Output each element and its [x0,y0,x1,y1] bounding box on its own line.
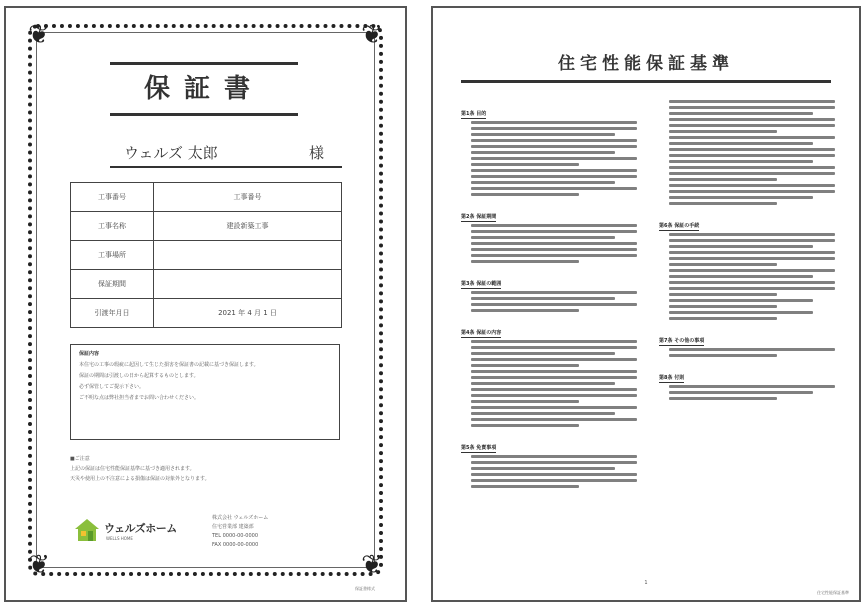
text-line [471,254,637,257]
text-line [471,260,579,263]
standards-section [659,327,839,357]
standards-title-box [461,48,831,83]
standards-section [461,319,641,427]
info-row [71,270,342,299]
honorific: 様 [308,144,324,162]
section-heading: 第2条 保証期間 [461,214,497,220]
section-heading: 第4条 保証の内容 [461,330,502,336]
text-line [471,163,579,166]
text-line [471,346,637,349]
company-line: 株式会社 ウェルズホーム [212,515,269,521]
text-line [669,239,835,242]
text-line [669,130,777,133]
text-line [471,291,637,294]
company-info [212,514,348,550]
info-row [71,299,342,328]
info-row [71,241,342,270]
text-line [669,317,777,320]
text-line [669,305,777,308]
info-value: 建設新築工事 [154,212,342,241]
text-line [669,160,813,163]
section-heading: 第1条 目的 [461,111,487,117]
text-line [669,136,835,139]
info-label: 工事場所 [71,241,154,270]
text-line [471,230,637,233]
text-line [669,112,813,115]
text-line [471,242,637,245]
text-line [669,166,835,169]
text-line [669,391,813,394]
text-line [669,202,777,205]
text-line [471,352,615,355]
text-line [669,257,835,260]
text-line [471,382,615,385]
text-line [471,303,637,306]
text-line [471,479,637,482]
text-line [669,281,835,284]
text-line [471,157,637,160]
text-line [669,196,813,199]
text-line [471,297,615,300]
certificate-title: 保証書 [143,74,264,104]
notice-line: 保証の期間は引渡しの日から起算するものとします。 [79,373,199,379]
standards-section [659,212,839,320]
info-row [71,212,342,241]
text-line [471,236,615,239]
recipient-name: ウェルズ 太郎 [124,144,218,162]
standards-column-left [461,100,641,495]
notice-heading: 保証内容 [79,351,100,357]
standards-section [461,270,641,312]
text-line [669,348,835,351]
notice-line: ご不明な点は弊社担当者までお問い合わせください。 [79,395,200,401]
text-line [669,299,813,302]
company-line: FAX 0000-00-0000 [212,542,259,548]
standards-title: 住宅性能保証基準 [558,54,734,74]
recipient-line [110,140,342,168]
note-line: 上記の保証は住宅性能保証基準に基づき適用されます。 [70,466,195,472]
company-logo [74,516,194,544]
text-line [471,424,579,427]
text-line [669,184,835,187]
text-line [669,245,813,248]
info-label: 保証期間 [71,270,154,299]
form-code: 保証書様式 [355,586,375,591]
text-line [669,172,835,175]
certificate-title-box [110,62,298,116]
corner-ornament-icon: ❦ [28,20,50,50]
text-line [669,269,835,272]
text-line [669,263,777,266]
text-line [669,124,835,127]
text-line [669,154,835,157]
text-line [471,364,579,367]
text-line [669,275,813,278]
text-line [669,251,835,254]
text-line [471,127,637,130]
section-heading: 第8条 付則 [659,375,685,381]
text-line [669,385,835,388]
logo-text: ウェルズホーム [104,522,177,535]
text-line [471,133,615,136]
standards-section [461,100,641,196]
text-line [669,142,813,145]
house-logo-icon [74,518,100,542]
text-line [669,106,835,109]
text-line [471,139,637,142]
text-line [669,190,835,193]
text-line [471,145,637,148]
text-line [471,467,615,470]
standards-section [461,203,641,263]
text-line [471,358,637,361]
text-line [471,412,615,415]
text-line [669,311,813,314]
text-line [669,233,835,236]
text-line [669,293,777,296]
corner-ornament-icon: ❦ [361,20,383,50]
notes-section [70,454,350,484]
text-line [471,400,579,403]
info-label: 引渡年月日 [71,299,154,328]
warranty-notice-box [70,344,340,440]
text-line [471,485,579,488]
corner-ornament-icon: ❦ [28,550,50,580]
text-line [471,455,637,458]
notes-heading: ■ご注意 [70,456,90,462]
text-line [471,181,615,184]
text-line [471,224,637,227]
warranty-standards-page [431,6,861,602]
text-line [669,148,835,151]
info-label: 工事名称 [71,212,154,241]
standards-section [659,100,839,205]
info-value: 2021 年 4 月 1 日 [154,299,342,328]
text-line [471,309,579,312]
text-line [669,100,835,103]
warranty-certificate-page [4,6,407,602]
text-line [471,121,637,124]
text-line [471,418,637,421]
standards-section [659,364,839,400]
text-line [471,388,637,391]
note-line: 天災や使用上の不注意による損傷は保証の対象外となります。 [70,476,210,482]
info-value [154,270,342,299]
info-label: 工事番号 [71,183,154,212]
text-line [471,151,615,154]
text-line [471,376,637,379]
section-heading: 第5条 免責事項 [461,445,497,451]
notice-line: 必ず保管してご提示下さい。 [79,384,145,390]
text-line [471,193,579,196]
text-line [669,397,777,400]
form-code: 住宅性能保証基準 [817,590,849,595]
section-heading: 第3条 保証の範囲 [461,281,502,287]
text-line [471,187,637,190]
text-line [669,287,835,290]
page-number: 1 [644,580,648,586]
text-line [471,473,637,476]
info-value: 工事番号 [154,183,342,212]
section-heading: 第7条 その他の事項 [659,338,705,344]
text-line [669,118,835,121]
logo-subtext: WELLS HOME [106,536,133,541]
standards-column-right [659,100,839,407]
text-line [471,169,637,172]
company-line: TEL 0000-00-0000 [212,533,259,539]
text-line [471,340,637,343]
standards-section [461,434,641,488]
text-line [471,370,637,373]
info-value [154,241,342,270]
info-row [71,183,342,212]
text-line [471,248,637,251]
certificate-info-table [70,182,342,328]
notice-line: 本住宅の工事の瑕疵に起因して生じた損害を保証書の記載に基づき保証します。 [79,362,259,368]
text-line [471,175,637,178]
text-line [471,461,637,464]
corner-ornament-icon: ❦ [361,550,383,580]
text-line [471,394,637,397]
text-line [471,406,637,409]
text-line [669,354,777,357]
text-line [669,178,777,181]
section-heading: 第6条 保証の手続 [659,223,700,229]
company-line: 住宅営業部 建築部 [212,524,254,530]
